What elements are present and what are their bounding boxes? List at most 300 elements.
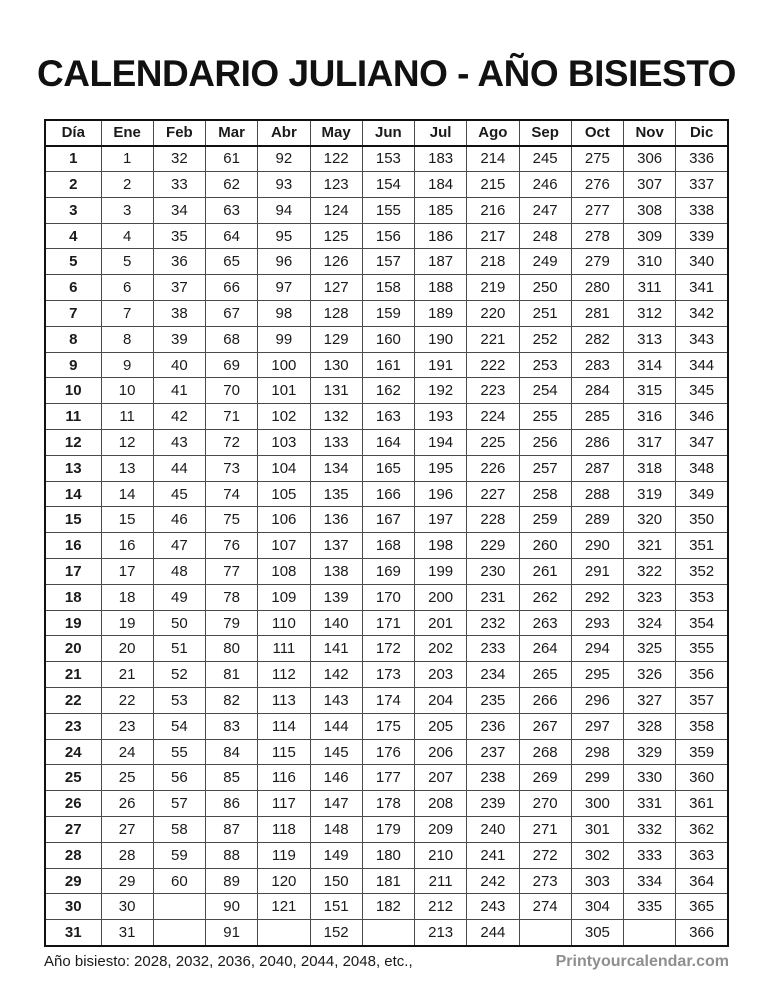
julian-day-cell: 136 (310, 507, 362, 533)
julian-day-cell: 228 (467, 507, 519, 533)
julian-day-cell: 100 (258, 352, 310, 378)
julian-day-cell: 120 (258, 868, 310, 894)
julian-day-cell: 123 (310, 172, 362, 198)
julian-day-cell: 119 (258, 842, 310, 868)
julian-day-cell: 179 (362, 817, 414, 843)
julian-day-cell: 40 (153, 352, 205, 378)
julian-day-cell: 366 (676, 920, 728, 946)
page-footer (44, 953, 729, 971)
julian-day-cell: 111 (258, 636, 310, 662)
julian-day-cell: 184 (415, 172, 467, 198)
julian-day-cell: 102 (258, 404, 310, 430)
julian-day-cell: 346 (676, 404, 728, 430)
julian-day-cell: 84 (206, 739, 258, 765)
julian-day-cell: 98 (258, 301, 310, 327)
julian-day-cell: 101 (258, 378, 310, 404)
julian-day-cell: 353 (676, 584, 728, 610)
julian-day-cell: 305 (571, 920, 623, 946)
julian-day-cell: 285 (571, 404, 623, 430)
julian-day-cell: 232 (467, 610, 519, 636)
julian-day-cell: 327 (624, 688, 676, 714)
table-row (45, 791, 728, 817)
julian-day-cell: 49 (153, 584, 205, 610)
julian-day-cell: 112 (258, 662, 310, 688)
julian-day-cell: 255 (519, 404, 571, 430)
julian-day-cell: 166 (362, 481, 414, 507)
julian-day-cell: 95 (258, 223, 310, 249)
julian-day-cell: 143 (310, 688, 362, 714)
julian-day-cell: 57 (153, 791, 205, 817)
column-header: Sep (519, 120, 571, 146)
julian-day-cell: 251 (519, 301, 571, 327)
julian-day-cell: 52 (153, 662, 205, 688)
julian-day-cell: 202 (415, 636, 467, 662)
julian-day-cell: 146 (310, 765, 362, 791)
julian-day-cell: 316 (624, 404, 676, 430)
julian-day-cell: 263 (519, 610, 571, 636)
julian-day-cell: 43 (153, 430, 205, 456)
julian-day-cell: 62 (206, 172, 258, 198)
julian-day-cell: 177 (362, 765, 414, 791)
julian-day-cell: 262 (519, 584, 571, 610)
table-row (45, 301, 728, 327)
julian-day-cell: 23 (101, 713, 153, 739)
julian-day-cell: 258 (519, 481, 571, 507)
column-header: Mar (206, 120, 258, 146)
julian-day-cell: 19 (101, 610, 153, 636)
julian-day-cell: 42 (153, 404, 205, 430)
julian-day-cell: 13 (101, 455, 153, 481)
julian-day-cell: 259 (519, 507, 571, 533)
day-number-cell: 31 (45, 920, 101, 946)
julian-day-cell: 299 (571, 765, 623, 791)
table-row (45, 455, 728, 481)
julian-day-cell: 50 (153, 610, 205, 636)
julian-day-cell: 337 (676, 172, 728, 198)
day-number-cell: 21 (45, 662, 101, 688)
julian-day-cell: 190 (415, 326, 467, 352)
julian-day-cell: 4 (101, 223, 153, 249)
julian-day-cell: 71 (206, 404, 258, 430)
julian-day-cell: 61 (206, 146, 258, 172)
julian-day-cell (153, 920, 205, 946)
julian-day-cell: 361 (676, 791, 728, 817)
julian-day-cell: 243 (467, 894, 519, 920)
julian-day-cell: 216 (467, 197, 519, 223)
julian-day-cell: 16 (101, 533, 153, 559)
julian-day-cell: 173 (362, 662, 414, 688)
table-head (45, 120, 728, 146)
julian-day-cell: 257 (519, 455, 571, 481)
table-row (45, 249, 728, 275)
julian-day-cell: 169 (362, 559, 414, 585)
julian-day-cell: 103 (258, 430, 310, 456)
julian-day-cell: 211 (415, 868, 467, 894)
table-row (45, 275, 728, 301)
julian-day-cell: 359 (676, 739, 728, 765)
julian-day-cell: 17 (101, 559, 153, 585)
julian-day-cell: 246 (519, 172, 571, 198)
julian-day-cell: 185 (415, 197, 467, 223)
julian-day-cell: 14 (101, 481, 153, 507)
julian-day-cell: 204 (415, 688, 467, 714)
day-number-cell: 16 (45, 533, 101, 559)
julian-day-cell: 162 (362, 378, 414, 404)
julian-day-cell: 312 (624, 301, 676, 327)
table-body (45, 146, 728, 946)
day-number-cell: 12 (45, 430, 101, 456)
julian-day-cell: 38 (153, 301, 205, 327)
julian-day-cell: 300 (571, 791, 623, 817)
day-number-cell: 15 (45, 507, 101, 533)
julian-day-cell: 224 (467, 404, 519, 430)
julian-day-cell: 292 (571, 584, 623, 610)
julian-day-cell: 105 (258, 481, 310, 507)
julian-day-cell: 135 (310, 481, 362, 507)
julian-day-cell: 294 (571, 636, 623, 662)
julian-day-cell: 174 (362, 688, 414, 714)
julian-day-cell: 321 (624, 533, 676, 559)
julian-day-cell: 86 (206, 791, 258, 817)
julian-day-cell: 349 (676, 481, 728, 507)
julian-day-cell: 89 (206, 868, 258, 894)
julian-day-cell: 107 (258, 533, 310, 559)
julian-day-cell: 109 (258, 584, 310, 610)
julian-day-cell: 76 (206, 533, 258, 559)
julian-day-cell: 247 (519, 197, 571, 223)
day-number-cell: 13 (45, 455, 101, 481)
julian-day-cell: 187 (415, 249, 467, 275)
julian-day-cell: 121 (258, 894, 310, 920)
julian-day-cell: 343 (676, 326, 728, 352)
julian-day-cell: 94 (258, 197, 310, 223)
julian-day-cell: 180 (362, 842, 414, 868)
julian-day-cell: 39 (153, 326, 205, 352)
table-row (45, 894, 728, 920)
column-header: Dic (676, 120, 728, 146)
julian-day-cell: 8 (101, 326, 153, 352)
column-header: Nov (624, 120, 676, 146)
julian-day-cell: 133 (310, 430, 362, 456)
day-number-cell: 9 (45, 352, 101, 378)
julian-day-cell: 6 (101, 275, 153, 301)
day-number-cell: 14 (45, 481, 101, 507)
julian-day-cell: 148 (310, 817, 362, 843)
julian-day-cell: 36 (153, 249, 205, 275)
julian-day-cell: 328 (624, 713, 676, 739)
julian-day-cell: 24 (101, 739, 153, 765)
julian-day-cell: 58 (153, 817, 205, 843)
julian-day-cell: 286 (571, 430, 623, 456)
julian-day-cell: 88 (206, 842, 258, 868)
julian-day-cell: 104 (258, 455, 310, 481)
julian-day-cell: 272 (519, 842, 571, 868)
julian-day-cell (362, 920, 414, 946)
column-header: Ene (101, 120, 153, 146)
julian-day-cell: 82 (206, 688, 258, 714)
julian-day-cell: 248 (519, 223, 571, 249)
site-branding: Printyourcalendar.com (555, 953, 729, 970)
julian-day-table (44, 119, 729, 947)
julian-day-cell: 324 (624, 610, 676, 636)
julian-day-cell: 137 (310, 533, 362, 559)
julian-day-cell: 282 (571, 326, 623, 352)
julian-day-cell: 241 (467, 842, 519, 868)
julian-day-cell: 176 (362, 739, 414, 765)
julian-day-cell: 208 (415, 791, 467, 817)
julian-day-cell: 205 (415, 713, 467, 739)
julian-day-cell: 97 (258, 275, 310, 301)
day-number-cell: 29 (45, 868, 101, 894)
julian-day-cell: 55 (153, 739, 205, 765)
julian-day-cell: 79 (206, 610, 258, 636)
julian-day-cell: 351 (676, 533, 728, 559)
table-row (45, 404, 728, 430)
table-row (45, 610, 728, 636)
julian-day-cell: 311 (624, 275, 676, 301)
julian-day-cell: 322 (624, 559, 676, 585)
julian-day-cell: 157 (362, 249, 414, 275)
julian-day-cell: 307 (624, 172, 676, 198)
julian-day-cell: 355 (676, 636, 728, 662)
julian-day-cell: 199 (415, 559, 467, 585)
day-number-cell: 27 (45, 817, 101, 843)
julian-day-cell: 326 (624, 662, 676, 688)
table-row (45, 584, 728, 610)
table-row (45, 481, 728, 507)
julian-day-cell: 122 (310, 146, 362, 172)
julian-day-cell: 210 (415, 842, 467, 868)
julian-day-cell: 154 (362, 172, 414, 198)
julian-day-cell: 170 (362, 584, 414, 610)
julian-day-cell: 223 (467, 378, 519, 404)
julian-day-cell: 278 (571, 223, 623, 249)
julian-day-cell: 215 (467, 172, 519, 198)
julian-day-cell: 1 (101, 146, 153, 172)
julian-day-cell: 319 (624, 481, 676, 507)
julian-day-cell: 67 (206, 301, 258, 327)
julian-day-cell: 134 (310, 455, 362, 481)
julian-day-cell: 87 (206, 817, 258, 843)
julian-day-cell: 213 (415, 920, 467, 946)
column-header: Oct (571, 120, 623, 146)
julian-day-cell: 153 (362, 146, 414, 172)
julian-day-cell: 32 (153, 146, 205, 172)
day-number-cell: 3 (45, 197, 101, 223)
table-row (45, 765, 728, 791)
julian-day-cell: 266 (519, 688, 571, 714)
julian-day-cell: 35 (153, 223, 205, 249)
julian-day-cell: 106 (258, 507, 310, 533)
julian-day-cell: 298 (571, 739, 623, 765)
julian-day-cell: 56 (153, 765, 205, 791)
julian-day-cell: 51 (153, 636, 205, 662)
table-row (45, 352, 728, 378)
column-header: Día (45, 120, 101, 146)
julian-day-cell (624, 920, 676, 946)
julian-day-cell: 27 (101, 817, 153, 843)
julian-day-cell: 296 (571, 688, 623, 714)
julian-day-cell: 234 (467, 662, 519, 688)
julian-day-cell: 129 (310, 326, 362, 352)
julian-day-cell: 341 (676, 275, 728, 301)
julian-day-cell: 183 (415, 146, 467, 172)
julian-day-cell: 340 (676, 249, 728, 275)
julian-day-cell: 339 (676, 223, 728, 249)
julian-day-cell: 334 (624, 868, 676, 894)
julian-day-cell: 167 (362, 507, 414, 533)
julian-day-cell: 66 (206, 275, 258, 301)
julian-day-cell: 270 (519, 791, 571, 817)
leap-year-note: Año bisiesto: 2028, 2032, 2036, 2040, 2044, 2048, etc., (44, 953, 413, 970)
julian-day-cell: 78 (206, 584, 258, 610)
julian-day-cell: 26 (101, 791, 153, 817)
julian-day-cell: 140 (310, 610, 362, 636)
julian-day-cell: 333 (624, 842, 676, 868)
julian-day-cell: 252 (519, 326, 571, 352)
julian-day-cell: 191 (415, 352, 467, 378)
julian-day-cell: 34 (153, 197, 205, 223)
table-row (45, 559, 728, 585)
table-row (45, 172, 728, 198)
julian-day-cell: 198 (415, 533, 467, 559)
table-row (45, 739, 728, 765)
column-header: May (310, 120, 362, 146)
julian-day-cell: 238 (467, 765, 519, 791)
julian-day-cell: 10 (101, 378, 153, 404)
table-row (45, 197, 728, 223)
julian-day-cell: 254 (519, 378, 571, 404)
julian-day-cell: 350 (676, 507, 728, 533)
julian-day-cell: 273 (519, 868, 571, 894)
julian-day-cell: 249 (519, 249, 571, 275)
day-number-cell: 30 (45, 894, 101, 920)
julian-day-cell: 280 (571, 275, 623, 301)
day-number-cell: 17 (45, 559, 101, 585)
julian-day-cell: 194 (415, 430, 467, 456)
table-row (45, 920, 728, 946)
day-number-cell: 24 (45, 739, 101, 765)
julian-day-cell: 72 (206, 430, 258, 456)
julian-day-cell: 37 (153, 275, 205, 301)
page-title: CALENDARIO JULIANO - AÑO BISIESTO (37, 53, 736, 94)
julian-day-cell: 310 (624, 249, 676, 275)
julian-day-cell: 21 (101, 662, 153, 688)
julian-day-cell: 28 (101, 842, 153, 868)
julian-day-cell: 44 (153, 455, 205, 481)
julian-day-cell: 330 (624, 765, 676, 791)
julian-day-cell: 68 (206, 326, 258, 352)
julian-day-cell: 354 (676, 610, 728, 636)
julian-day-cell: 221 (467, 326, 519, 352)
day-number-cell: 22 (45, 688, 101, 714)
table-row (45, 713, 728, 739)
day-number-cell: 1 (45, 146, 101, 172)
table-row (45, 817, 728, 843)
julian-day-cell: 70 (206, 378, 258, 404)
julian-day-cell: 168 (362, 533, 414, 559)
julian-day-cell: 113 (258, 688, 310, 714)
julian-day-cell: 357 (676, 688, 728, 714)
julian-day-cell: 347 (676, 430, 728, 456)
julian-day-cell: 203 (415, 662, 467, 688)
julian-day-cell: 41 (153, 378, 205, 404)
julian-day-cell: 261 (519, 559, 571, 585)
julian-day-cell: 25 (101, 765, 153, 791)
julian-day-cell: 306 (624, 146, 676, 172)
table-row (45, 842, 728, 868)
julian-day-cell: 164 (362, 430, 414, 456)
julian-day-cell: 145 (310, 739, 362, 765)
table-row (45, 146, 728, 172)
julian-day-cell: 352 (676, 559, 728, 585)
julian-day-cell: 209 (415, 817, 467, 843)
julian-day-cell: 360 (676, 765, 728, 791)
julian-day-cell: 253 (519, 352, 571, 378)
julian-day-cell: 260 (519, 533, 571, 559)
day-number-cell: 2 (45, 172, 101, 198)
julian-day-cell: 244 (467, 920, 519, 946)
julian-day-cell: 331 (624, 791, 676, 817)
julian-day-cell: 74 (206, 481, 258, 507)
julian-day-cell: 301 (571, 817, 623, 843)
julian-day-cell: 269 (519, 765, 571, 791)
julian-day-cell: 115 (258, 739, 310, 765)
julian-day-cell: 47 (153, 533, 205, 559)
julian-day-cell: 325 (624, 636, 676, 662)
julian-day-cell: 53 (153, 688, 205, 714)
julian-day-cell: 297 (571, 713, 623, 739)
julian-day-cell: 362 (676, 817, 728, 843)
julian-day-cell: 141 (310, 636, 362, 662)
julian-day-cell: 160 (362, 326, 414, 352)
julian-day-cell: 77 (206, 559, 258, 585)
julian-day-cell: 290 (571, 533, 623, 559)
table-row (45, 378, 728, 404)
julian-day-cell: 188 (415, 275, 467, 301)
julian-day-cell: 117 (258, 791, 310, 817)
julian-day-cell: 161 (362, 352, 414, 378)
julian-day-cell (519, 920, 571, 946)
julian-day-cell: 291 (571, 559, 623, 585)
julian-day-cell: 226 (467, 455, 519, 481)
table-row (45, 326, 728, 352)
julian-day-cell: 65 (206, 249, 258, 275)
julian-day-cell: 308 (624, 197, 676, 223)
julian-day-cell: 150 (310, 868, 362, 894)
julian-day-cell: 171 (362, 610, 414, 636)
julian-day-cell: 317 (624, 430, 676, 456)
julian-day-cell: 181 (362, 868, 414, 894)
day-number-cell: 18 (45, 584, 101, 610)
julian-day-cell: 364 (676, 868, 728, 894)
julian-day-cell: 3 (101, 197, 153, 223)
julian-day-cell: 227 (467, 481, 519, 507)
julian-day-cell: 108 (258, 559, 310, 585)
julian-day-cell: 250 (519, 275, 571, 301)
julian-day-cell: 358 (676, 713, 728, 739)
julian-day-cell: 338 (676, 197, 728, 223)
julian-day-cell: 149 (310, 842, 362, 868)
julian-day-cell: 268 (519, 739, 571, 765)
column-header: Jun (362, 120, 414, 146)
julian-day-cell: 189 (415, 301, 467, 327)
julian-day-cell: 217 (467, 223, 519, 249)
day-number-cell: 5 (45, 249, 101, 275)
julian-day-cell: 5 (101, 249, 153, 275)
julian-day-cell: 182 (362, 894, 414, 920)
julian-day-cell: 96 (258, 249, 310, 275)
